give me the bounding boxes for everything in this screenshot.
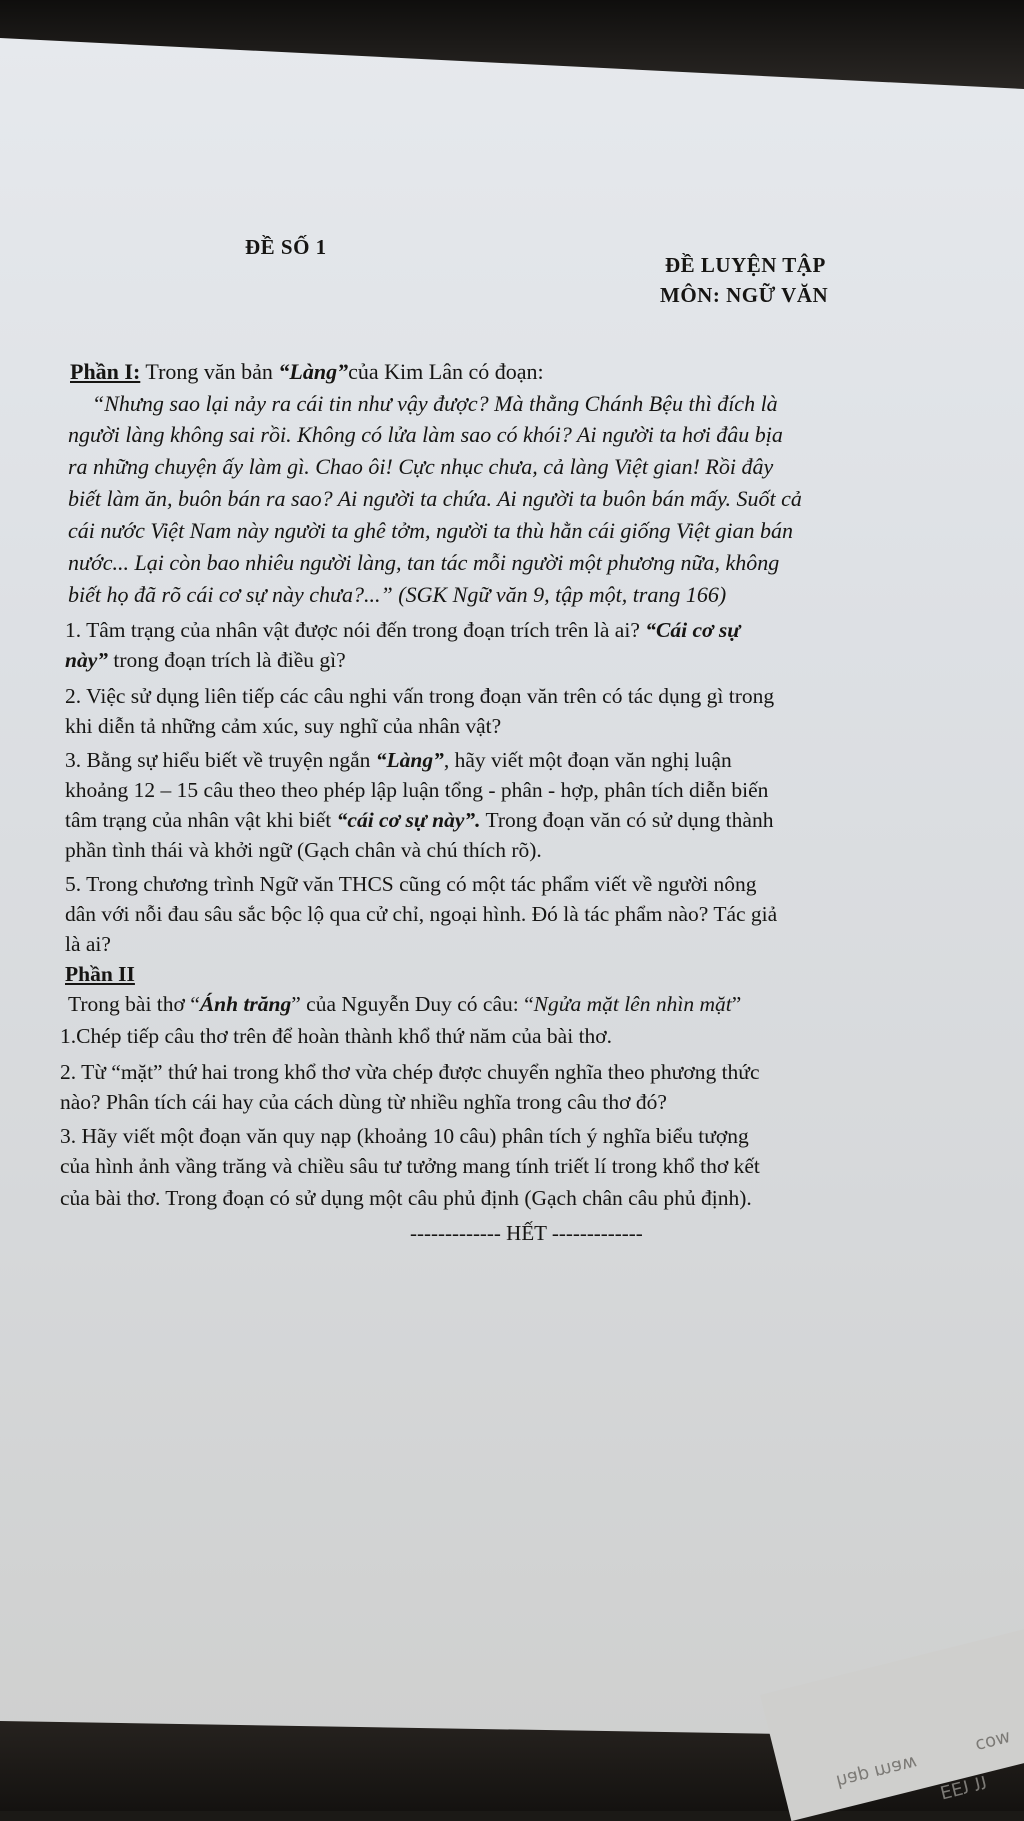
- part1-question-2-line-1: 2. Việc sử dụng liên tiếp các câu nghi vấn trong đoạn văn trên có tác dụng gì trong: [65, 684, 775, 708]
- part1-intro-text: Trong văn bản: [140, 359, 279, 384]
- part1-question-5-line-1: 5. Trong chương trình Ngữ văn THCS cũng có một tác phẩm viết về người nông: [65, 872, 757, 896]
- q3-phrase: “cái cơ sự này”.: [336, 808, 481, 832]
- q3-work: “Làng”: [375, 748, 444, 772]
- part1-question-3-line-3: [65, 806, 773, 834]
- q1-phrase: “Cái cơ sự: [645, 618, 741, 642]
- quote-line-7: biết họ đã rõ cái cơ sự này chưa?...” (SGK Ngữ văn 9, tập một, trang 166): [68, 582, 727, 607]
- part2-poem-quote: Ngửa mặt lên nhìn mặt: [533, 992, 732, 1016]
- q1-phrase-end: này”: [65, 648, 108, 672]
- edge-text-3: ƖƖ ƖƎƎ: [938, 1772, 990, 1805]
- part2-intro-text-2: ” của Nguyễn Duy có câu: “: [291, 992, 534, 1016]
- part1-question-2-line-2: khi diễn tả những cảm xúc, suy nghĩ của nhân vật?: [65, 714, 502, 738]
- part1-question-5-line-2: dân với nỗi đau sâu sắc bộc lộ qua cử chỉ, ngoại hình. Đó là tác phẩm nào? Tác giả: [65, 902, 778, 926]
- quote-line-2: người làng không sai rồi. Không có lửa làm sao có khói? Ai người ta hơi đâu bịa: [68, 422, 783, 447]
- part2-intro-text-3: ”: [731, 992, 742, 1016]
- q3-text: 3. Bằng sự hiểu biết về truyện ngắn: [65, 748, 376, 772]
- part2-question-3-line-3: của bài thơ. Trong đoạn có sử dụng một câu phủ định (Gạch chân câu phủ định).: [60, 1186, 752, 1210]
- part2-question-1: 1.Chép tiếp câu thơ trên để hoàn thành khổ thứ năm của bài thơ.: [60, 1024, 613, 1048]
- edge-text-1: woɔ: [972, 1726, 1013, 1755]
- part1-question-1-cont: [65, 646, 346, 674]
- part2-intro-text: Trong bài thơ “: [68, 992, 200, 1016]
- quote-line-3: ra những chuyện ấy làm gì. Chao ôi! Cực nhục chưa, cả làng Việt gian! Rồi đây: [68, 454, 774, 479]
- part1-intro-text-2: của Kim Lân có đoạn:: [348, 359, 544, 384]
- exam-type: ĐỀ LUYỆN TẬP: [665, 253, 826, 277]
- quote-line-1: “Nhưng sao lại nảy ra cái tin như vậy được? Mà thằng Chánh Bệu thì đích là: [92, 391, 778, 416]
- part1-question-3-line-2: khoảng 12 – 15 câu theo theo phép lập luận tổng - phân - hợp, phân tích diễn biến: [65, 778, 769, 802]
- end-marker: ------------- HẾT -------------: [410, 1221, 643, 1245]
- q3-text-3: tâm trạng của nhân vật khi biết: [65, 808, 337, 832]
- part1-label: Phần I:: [70, 359, 141, 384]
- q3-text-2: , hãy viết một đoạn văn nghị luận: [443, 748, 732, 772]
- quote-line-6: nước... Lại còn bao nhiêu người làng, tan tác mỗi người một phương nữa, không: [68, 550, 780, 575]
- part2-question-3-line-2: của hình ảnh vầng trăng và chiều sâu tư tưởng mang tính triết lí trong khổ thơ kết: [60, 1154, 760, 1178]
- q1-text-2: trong đoạn trích là điều gì?: [108, 648, 346, 672]
- exam-number: ĐỀ SỐ 1: [245, 235, 327, 259]
- quote-line-4: biết làm ăn, buôn bán ra sao? Ai người ta chứa. Ai người ta buôn bán mấy. Suốt cả: [68, 486, 802, 511]
- part2-intro: [68, 990, 741, 1018]
- part2-question-3-line-1: 3. Hãy viết một đoạn văn quy nạp (khoảng 10 câu) phân tích ý nghĩa biểu tượng: [60, 1124, 749, 1148]
- part1-question-5-line-3: là ai?: [65, 932, 111, 956]
- part2-work-title: Ánh trăng: [199, 992, 292, 1016]
- part1-question-1: [65, 616, 740, 644]
- part2-question-2-line-1: 2. Từ “mặt” thứ hai trong khổ thơ vừa chép được chuyển nghĩa theo phương thức: [60, 1060, 760, 1084]
- edge-text-2: ʍɐɯ dɐɥ: [833, 1750, 919, 1791]
- quote-line-5: cái nước Việt Nam này người ta ghê tởm, người ta thù hằn cái giống Việt gian bán: [68, 518, 793, 543]
- part1-intro: [70, 358, 544, 386]
- part1-work-title: “Làng”: [278, 359, 349, 384]
- part1-question-3-line-4: phần tình thái và khởi ngữ (Gạch chân và chú thích rõ).: [65, 838, 542, 862]
- part1-question-3-line-1: [65, 746, 732, 774]
- part2-question-2-line-2: nào? Phân tích cái hay của cách dùng từ nhiều nghĩa trong câu thơ đó?: [60, 1090, 667, 1114]
- q3-text-4: Trong đoạn văn có sử dụng thành: [480, 808, 774, 832]
- q1-text: 1. Tâm trạng của nhân vật được nói đến trong đoạn trích trên là ai?: [65, 618, 646, 642]
- part2-label: Phần II: [65, 962, 135, 986]
- exam-subject: MÔN: NGỮ VĂN: [660, 283, 829, 307]
